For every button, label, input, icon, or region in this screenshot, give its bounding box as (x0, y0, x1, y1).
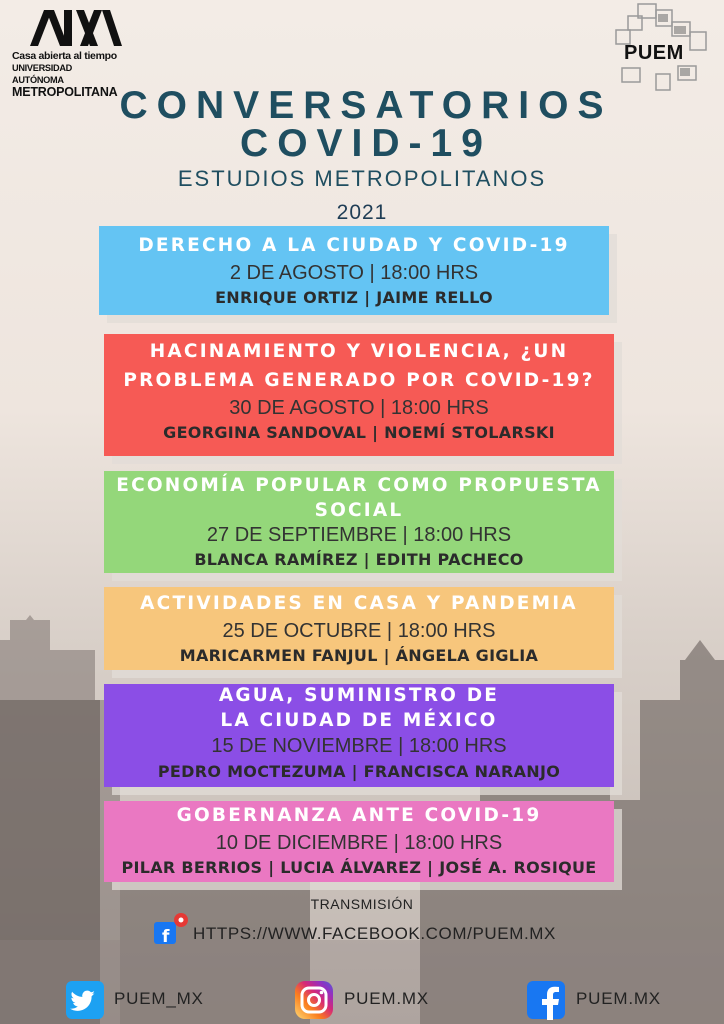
uam-tagline: Casa abierta al tiempo (12, 50, 117, 62)
instagram-handle[interactable]: PUEM.MX (344, 989, 429, 1008)
uam-mark-icon (22, 8, 122, 48)
session-date: 15 DE NOVIEMBRE | 18:00 HRS (211, 735, 507, 757)
session-title-line2: LA CIUDAD DE MÉXICO (220, 710, 498, 731)
session-title-line1: HACINAMIENTO Y VIOLENCIA, ¿UN (149, 341, 569, 362)
facebook-live-icon (152, 912, 192, 948)
session-card-5 (104, 684, 614, 787)
session-date: 27 DE SEPTIEMBRE | 18:00 HRS (206, 524, 512, 546)
session-speakers: ENRIQUE ORTIZ | JAIME RELLO (215, 288, 493, 307)
session-card-4 (104, 587, 614, 670)
puem-logo (608, 2, 714, 96)
session-title-line2: PROBLEMA GENERADO POR COVID-19? (123, 370, 595, 391)
session-title-line1: AGUA, SUMINISTRO DE (218, 685, 500, 706)
twitter-icon[interactable] (66, 981, 104, 1019)
session-title-line1: ECONOMÍA POPULAR COMO PROPUESTA (116, 475, 602, 496)
page-year: 2021 (336, 201, 388, 224)
session-speakers: MARICARMEN FANJUL | ÁNGELA GIGLIA (179, 646, 539, 665)
session-card-2 (104, 334, 614, 456)
uam-name-line2: METROPOLITANA (12, 85, 118, 99)
session-date: 10 DE DICIEMBRE | 18:00 HRS (215, 832, 503, 854)
session-title-line2: SOCIAL (314, 500, 404, 521)
session-card-6 (104, 801, 614, 882)
page-title-line2: COVID-19 (240, 122, 492, 165)
instagram-icon[interactable] (294, 980, 334, 1020)
page-title-line1: CONVERSATORIOS (119, 84, 613, 127)
facebook-handle[interactable]: PUEM.MX (576, 989, 661, 1008)
session-title: DERECHO A LA CIUDAD Y COVID-19 (138, 235, 570, 256)
session-speakers: PEDRO MOCTEZUMA | FRANCISCA NARANJO (157, 762, 561, 781)
session-speakers: BLANCA RAMÍREZ | EDITH PACHECO (194, 550, 524, 569)
session-speakers: GEORGINA SANDOVAL | NOEMÍ STOLARSKI (163, 423, 555, 442)
session-speakers: PILAR BERRIOS | LUCIA ÁLVAREZ | JOSÉ A. ROSIQUE (121, 858, 597, 877)
facebook-url-link[interactable]: HTTPS://WWW.FACEBOOK.COM/PUEM.MX (193, 924, 556, 943)
session-title: ACTIVIDADES EN CASA Y PANDEMIA (140, 593, 578, 614)
transmission-label: TRANSMISIÓN (310, 896, 414, 912)
twitter-handle[interactable]: PUEM_MX (114, 989, 204, 1008)
session-card-1 (99, 226, 609, 315)
page-subtitle: ESTUDIOS METROPOLITANOS (177, 166, 547, 191)
session-date: 2 DE AGOSTO | 18:00 HRS (229, 262, 479, 284)
facebook-icon[interactable] (526, 980, 566, 1020)
session-title: GOBERNANZA ANTE COVID-19 (176, 805, 542, 826)
session-card-3 (104, 471, 614, 573)
uam-name-line1: UNIVERSIDAD AUTÓNOMA (12, 63, 72, 85)
session-date: 30 DE AGOSTO | 18:00 HRS (229, 397, 489, 419)
puem-logo-text: PUEM (624, 42, 684, 64)
session-date: 25 DE OCTUBRE | 18:00 HRS (222, 620, 496, 642)
svg-text:f: f (162, 927, 170, 947)
uam-logo (12, 8, 122, 99)
